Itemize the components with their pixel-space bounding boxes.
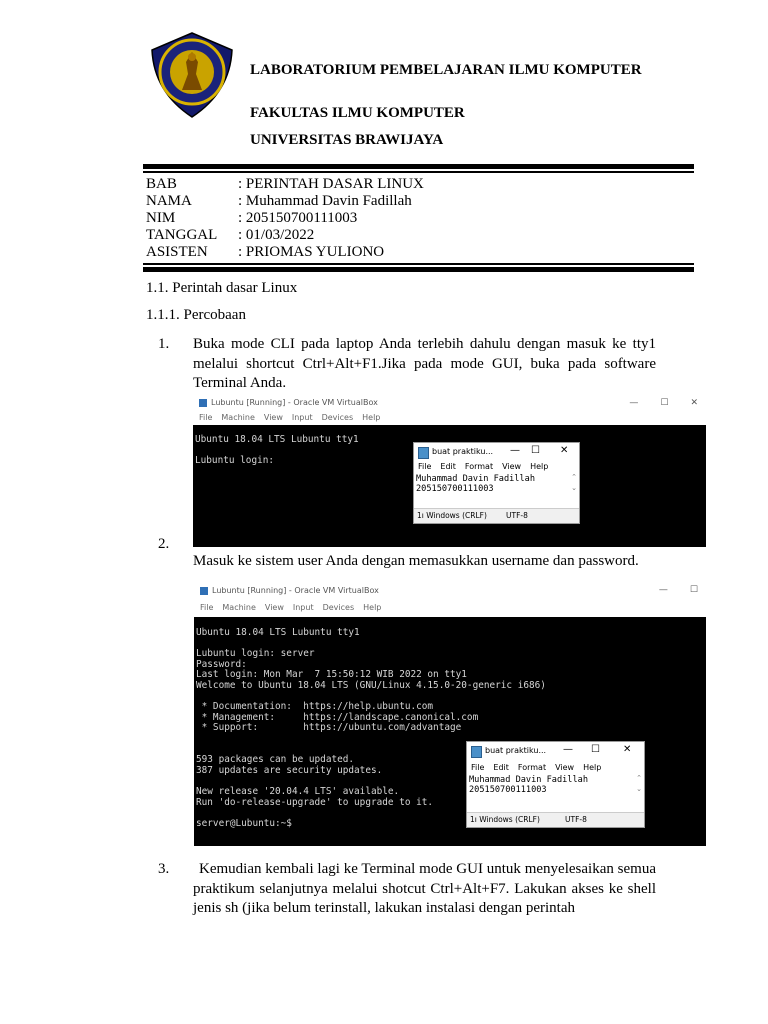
close-icon[interactable]: ✕	[560, 445, 569, 456]
notepad-menubar	[418, 462, 557, 471]
menu-devices[interactable]: Devices	[321, 413, 354, 422]
meta-value: : 205150700111003	[238, 210, 358, 226]
menu-file[interactable]: File	[200, 603, 214, 612]
step-text: Buka mode CLI pada laptop Anda terlebih dahulu dengan masuk ke tty1 melalui shortcut Ctrl+Alt+F1.Jika pada mode GUI, buka pada software Terminal Anda.	[193, 336, 656, 391]
maximize-icon[interactable]: ☐	[689, 585, 698, 595]
close-icon[interactable]: ✕	[690, 398, 698, 408]
notepad-text[interactable]: Muhammad Davin Fadillah 205150700111003	[416, 474, 535, 494]
meta-value: : 01/03/2022	[238, 227, 315, 243]
meta-key: ASISTEN	[146, 244, 208, 260]
header-lab: LABORATORIUM PEMBELAJARAN ILMU KOMPUTER	[250, 62, 642, 78]
vm-titlebar	[193, 395, 706, 411]
encoding: UTF-8	[565, 815, 587, 824]
step-number: 2.	[158, 536, 170, 552]
header-faculty: FAKULTAS ILMU KOMPUTER	[250, 105, 465, 121]
vm-title: Lubuntu [Running] - Oracle VM VirtualBox	[211, 398, 378, 407]
menu-help[interactable]: Help	[583, 763, 602, 772]
step-text: Masuk ke sistem user Anda dengan memasukkan username dan password.	[193, 553, 639, 569]
meta-value: : PRIOMAS YULIONO	[238, 244, 385, 260]
meta-key: NIM	[146, 210, 176, 226]
menu-file[interactable]: File	[471, 763, 485, 772]
section-subheading: 1.1.1. Percobaan	[146, 307, 246, 323]
virtualbox-icon	[200, 587, 208, 595]
meta-row	[146, 193, 412, 210]
menu-devices[interactable]: Devices	[322, 603, 355, 612]
minimize-icon[interactable]: —	[629, 398, 639, 408]
meta-value: : PERINTAH DASAR LINUX	[238, 176, 424, 192]
encoding: UTF-8	[506, 511, 528, 520]
scrollbar[interactable]: ⌃ ⌄	[636, 774, 642, 793]
notepad-statusbar	[467, 812, 644, 827]
section-heading: 1.1. Perintah dasar Linux	[146, 280, 298, 296]
meta-key: NAMA	[146, 193, 192, 209]
header-university: UNIVERSITAS BRAWIJAYA	[250, 132, 444, 148]
menu-view[interactable]: View	[502, 462, 522, 471]
menu-view[interactable]: View	[555, 763, 575, 772]
bottom-rule-thin	[143, 263, 694, 265]
meta-row	[146, 227, 314, 244]
menu-view[interactable]: View	[264, 603, 284, 612]
notepad-window	[466, 741, 645, 828]
notepad-icon	[418, 447, 429, 459]
notepad-icon	[471, 746, 482, 758]
close-icon[interactable]: ✕	[623, 744, 632, 755]
line-ending: 1ı Windows (CRLF)	[417, 511, 487, 520]
menu-machine[interactable]: Machine	[222, 603, 256, 612]
scrollbar[interactable]: ⌃ ⌄	[571, 473, 577, 492]
menu-help[interactable]: Help	[363, 603, 382, 612]
menu-machine[interactable]: Machine	[221, 413, 255, 422]
meta-key: BAB	[146, 176, 177, 192]
menu-help[interactable]: Help	[530, 462, 549, 471]
notepad-title: buat praktiku...	[432, 447, 494, 456]
vm-window	[193, 395, 706, 547]
vm-title: Lubuntu [Running] - Oracle VM VirtualBox	[212, 586, 379, 595]
maximize-icon[interactable]: ☐	[660, 398, 669, 408]
top-rule-thick	[143, 164, 694, 169]
terminal-output[interactable]: Ubuntu 18.04 LTS Lubuntu tty1 Lubuntu login:	[195, 434, 359, 467]
maximize-icon[interactable]: ☐	[591, 744, 600, 755]
top-rule-thin	[143, 171, 694, 173]
minimize-icon[interactable]: —	[658, 585, 668, 595]
minimize-icon[interactable]: —	[510, 445, 520, 456]
notepad-menubar	[471, 763, 610, 772]
menu-edit[interactable]: Edit	[493, 763, 509, 772]
step-text: Kemudian kembali lagi ke Terminal mode GUI untuk menyelesaikan semua praktikum selanjutnya melalui shotcut Ctrl+Alt+F7. Lakukan akses ke shell jenis sh (jika belum terinstall, lakukan instalasi dengan perintah	[193, 861, 656, 916]
menu-file[interactable]: File	[418, 462, 432, 471]
line-ending: 1ı Windows (CRLF)	[470, 815, 540, 824]
meta-row	[146, 176, 424, 193]
meta-row	[146, 210, 357, 227]
vm-menubar	[193, 411, 706, 425]
notepad-statusbar	[414, 508, 579, 523]
notepad-title: buat praktiku...	[485, 746, 547, 755]
window-controls	[607, 395, 698, 411]
menu-edit[interactable]: Edit	[440, 462, 456, 471]
vm-window	[194, 582, 706, 846]
menu-view[interactable]: View	[263, 413, 283, 422]
terminal-output[interactable]: Ubuntu 18.04 LTS Lubuntu tty1 Lubuntu login: server Password: Last login: Mon Mar 7 15:50:12 WIB 2022 on tty1 Welcome to Ubuntu 18.04 LTS (GNU/Linux 4.15.0-20-generic i686) * Documentation: https://help.ubuntu.com * Management: https://landscape.canonical.com * Support: https://ubuntu.com/advantage 593 packages can be updated. 387 updates are security updates. New release '20.04.4 LTS' available. Run 'do-release-upgrade' to upgrade to it. server@Lubuntu:~$	[196, 627, 546, 829]
menu-format[interactable]: Format	[464, 462, 494, 471]
maximize-icon[interactable]: ☐	[531, 445, 540, 456]
menu-input[interactable]: Input	[292, 603, 314, 612]
menu-format[interactable]: Format	[517, 763, 547, 772]
minimize-icon[interactable]: —	[563, 744, 573, 755]
window-controls	[637, 582, 698, 599]
bottom-rule-thick	[143, 267, 694, 272]
virtualbox-icon	[199, 399, 207, 407]
university-logo	[146, 30, 238, 120]
notepad-text[interactable]: Muhammad Davin Fadillah 205150700111003	[469, 775, 588, 795]
menu-input[interactable]: Input	[291, 413, 313, 422]
vm-titlebar	[194, 582, 706, 599]
menu-file[interactable]: File	[199, 413, 213, 422]
menu-help[interactable]: Help	[362, 413, 381, 422]
meta-value: : Muhammad Davin Fadillah	[238, 193, 412, 209]
meta-key: TANGGAL	[146, 227, 218, 243]
notepad-window	[413, 442, 580, 524]
meta-row	[146, 244, 384, 261]
step-number: 1.	[158, 336, 170, 352]
step-number: 3.	[158, 861, 170, 877]
vm-menubar	[194, 599, 706, 617]
